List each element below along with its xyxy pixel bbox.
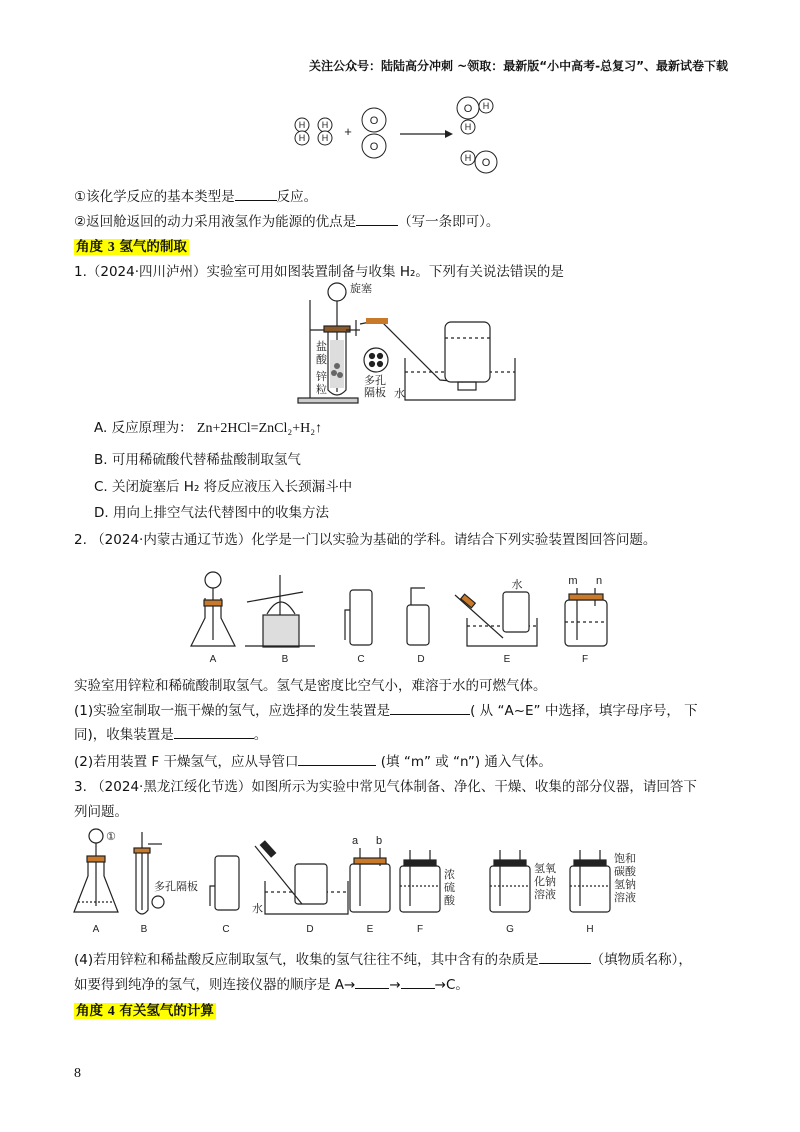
label-g-1: 氢氧 <box>534 863 556 875</box>
label-h-2: 碳酸 <box>614 866 636 878</box>
label-water: 水 <box>394 388 405 400</box>
fig-label-c: C <box>222 924 230 935</box>
q1-option-a[interactable]: A. 反应原理为： Zn+2HCl=ZnCl₂+H₂↑ <box>94 420 323 436</box>
label-a: a <box>352 835 359 847</box>
fig-label-f: F <box>581 654 589 665</box>
label-h-1: 饱和 <box>614 853 636 865</box>
label-h-4: 溶液 <box>614 892 636 904</box>
o-label: O <box>481 157 491 169</box>
q2-part1-line2: 同)，收集装置是 。 <box>74 724 267 745</box>
q2-part1-line1: (1)实验室制取一瓶干燥的氢气，应选择的发生装置是 ( 从 “A~E” 中选择，填字母序号， 下 <box>74 700 698 721</box>
section-heading-3: 角度 3 氢气的制取 <box>76 239 187 255</box>
section-heading-4: 角度 4 有关氢气的计算 <box>76 1003 214 1019</box>
h-label: H <box>321 120 329 130</box>
h-label: H <box>298 133 306 143</box>
o-label: O <box>369 141 379 153</box>
fig-label-a: A <box>92 924 100 935</box>
label-n: n <box>595 575 603 587</box>
q2-intro: 实验室用锌粒和稀硫酸制取氢气。氢气是密度比空气小，难溶于水的可燃气体。 <box>74 678 547 694</box>
q3-part4-line1: (4)若用锌粒和稀盐酸反应制取氢气，收集的氢气往往不纯，其中含有的杂质是 （填物质名称）， <box>74 949 692 970</box>
fig-label-h: H <box>586 924 594 935</box>
q1-option-b[interactable]: B. 可用稀硫酸代替稀盐酸制取氢气 <box>94 452 301 468</box>
label-acid-1: 盐 <box>316 341 327 353</box>
prev-question-line2: ②返回舱返回的动力采用液氢作为能源的优点是 （写一条即可）。 <box>74 211 499 232</box>
q1-option-d[interactable]: D. 用向上排空气法代替图中的收集方法 <box>94 505 329 521</box>
fig-label-b: B <box>140 924 148 935</box>
q2-part2: (2)若用装置 F 干燥氢气，应从导管口 (填 “m” 或 “n”) 通入气体。 <box>74 751 552 772</box>
question-3-stem-line2: 列问题。 <box>74 804 128 820</box>
q1-option-c[interactable]: C. 关闭旋塞后 H₂ 将反应液压入长颈漏斗中 <box>94 479 353 495</box>
question-2-stem: 2. （2024·内蒙古通辽节选）化学是一门以实验为基础的学科。请结合下列实验装置图回答问题。 <box>74 532 657 548</box>
fig-label-d: D <box>306 924 314 935</box>
label-plate-2: 隔板 <box>364 387 386 399</box>
label-m: m <box>568 575 578 587</box>
q2-apparatus-figure <box>185 570 625 670</box>
h-label: H <box>464 122 472 132</box>
question-1-stem: 1.（2024·四川泸州）实验室可用如图装置制备与收集 H₂。下列有关说法错误的是 <box>74 264 564 280</box>
label-water: 水 <box>252 903 263 915</box>
label-valve: 旋塞 <box>350 283 372 295</box>
label-circle-1: ① <box>106 831 116 843</box>
fig-label-g: G <box>506 924 514 935</box>
fig-label-d: D <box>417 654 425 665</box>
page-header: 关注公众号：陆陆高分冲刺 ~领取：最新版“小中高考-总复习”、最新试卷下载 <box>309 59 728 73</box>
label-plate-1: 多孔 <box>364 375 386 387</box>
h-label: H <box>464 153 472 163</box>
label-zinc-1: 锌 <box>316 371 327 383</box>
q3-part4-line2: 如要得到纯净的氢气，则连接仪器的顺序是 A→ → →C。 <box>74 974 469 995</box>
label-g-2: 化钠 <box>534 876 556 888</box>
page-number: 8 <box>74 1066 81 1081</box>
label-f-1: 浓 <box>444 869 455 881</box>
label-plate: 多孔隔板 <box>154 881 198 893</box>
label-acid-2: 酸 <box>316 354 327 366</box>
h-label: H <box>482 101 490 111</box>
label-b: b <box>376 835 383 847</box>
label-g-3: 溶液 <box>534 889 556 901</box>
fig-label-e: E <box>503 654 511 665</box>
fig-label-e: E <box>366 924 374 935</box>
o-label: O <box>463 103 473 115</box>
fig-label-b: B <box>281 654 289 665</box>
o-label: O <box>369 115 379 127</box>
fig-label-c: C <box>357 654 365 665</box>
label-zinc-2: 粒 <box>316 384 327 396</box>
plus-sign: + <box>344 124 352 139</box>
prev-question-line1: ①该化学反应的基本类型是 反应。 <box>74 186 317 207</box>
question-3-stem-line1: 3. （2024·黑龙江绥化节选）如图所示为实验中常见气体制备、净化、干燥、收集的部分仪器，请回答下 <box>74 779 697 795</box>
molecule-reaction-figure <box>290 94 510 174</box>
label-water: 水 <box>511 579 523 591</box>
h-label: H <box>298 120 306 130</box>
h-label: H <box>321 133 329 143</box>
fig-label-f: F <box>416 924 424 935</box>
q1-apparatus-figure <box>290 280 520 410</box>
fig-label-a: A <box>209 654 217 665</box>
q3-apparatus-figure <box>70 826 670 946</box>
label-f-2: 硫 <box>444 882 455 894</box>
label-h-3: 氢钠 <box>614 879 636 891</box>
label-f-3: 酸 <box>444 895 455 907</box>
